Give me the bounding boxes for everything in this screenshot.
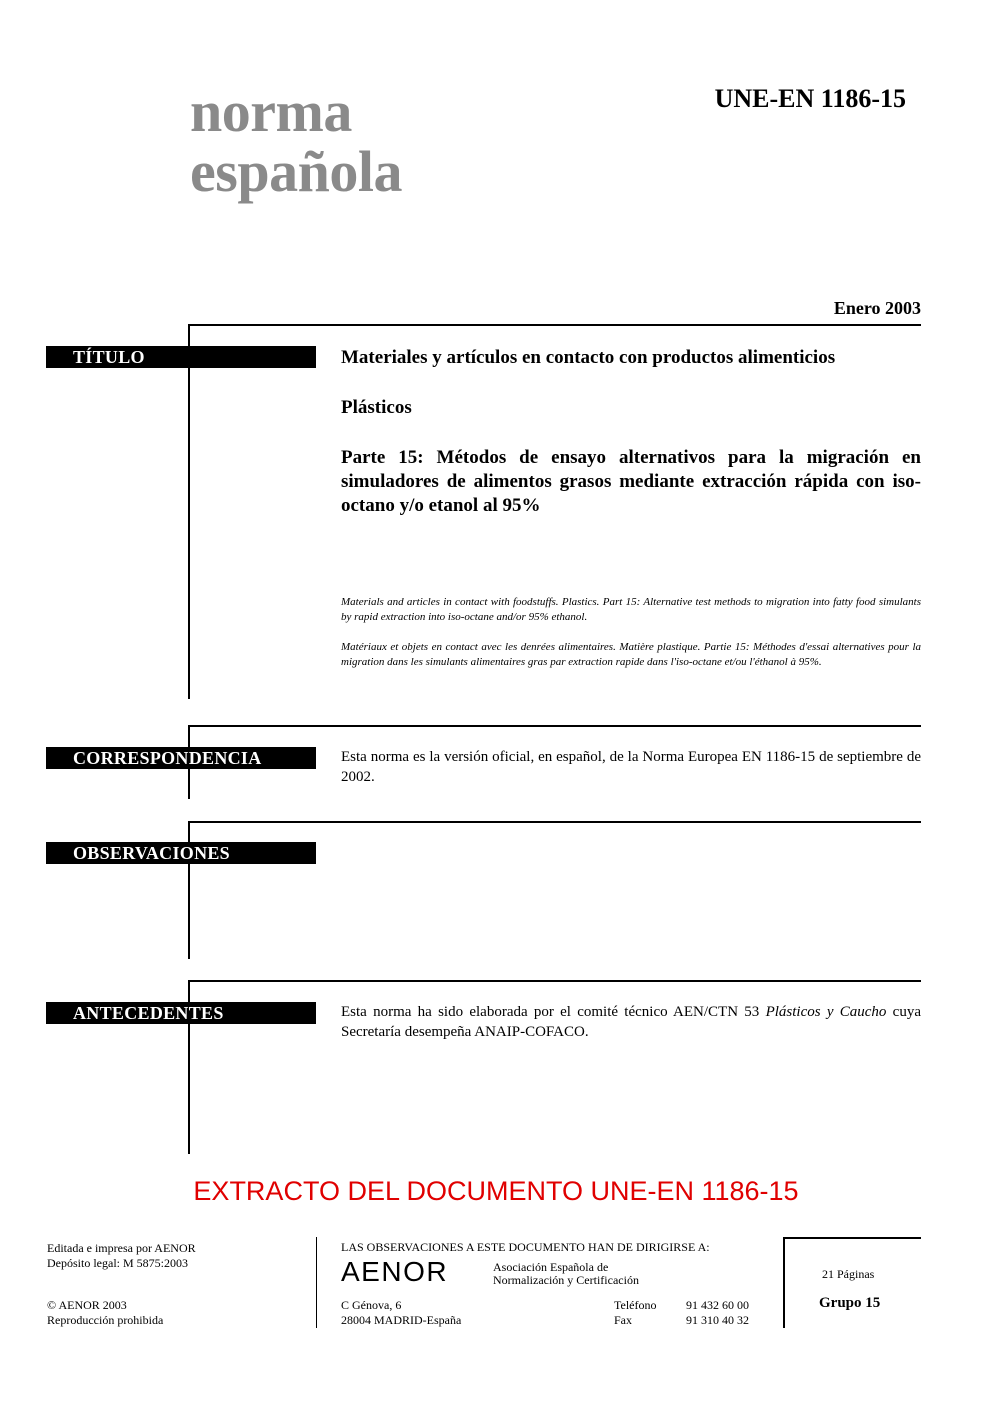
price-group: Grupo 15 (819, 1295, 881, 1311)
copyright: © AENOR 2003 (47, 1298, 127, 1312)
standard-code: UNE-EN 1186-15 (714, 84, 906, 113)
committee-name: Plásticos y Caucho (765, 1004, 887, 1020)
edited-by: Editada e impresa por AENOR (47, 1241, 196, 1255)
reproduction-notice: Reproducción prohibida (47, 1313, 164, 1327)
page-count: 21 Páginas (822, 1267, 875, 1281)
org-name-line1: Asociación Española de (493, 1260, 609, 1274)
title-french: Matériaux et objets en contact avec les denrées alimentaires. Matière plastique. Partie 15: Méthodes d'essai alternatives pour la migration dans les simulants alimentaires gras par extraction rapide dans l'iso-octane et/ou l'éthanol à 95%. (341, 641, 921, 668)
footer-divider-right (783, 1237, 785, 1328)
brand-norma: norma (190, 79, 352, 144)
label-correspondencia: CORRESPONDENCIA (46, 747, 316, 769)
section-rule-titulo (188, 324, 921, 326)
title-spanish-part: Parte 15: Métodos de ensayo alternativos para la migración en simuladores de alimentos grasos mediante extracción rápida con iso-octano y/o etanol al 95% (341, 447, 921, 516)
antecedentes-text (341, 1002, 921, 1042)
fax-value: 91 310 40 32 (686, 1313, 749, 1327)
brand-espanola: española (190, 139, 402, 204)
antecedentes-text-start: Esta norma ha sido elaborada por el comité técnico AEN/CTN 53 (341, 1004, 766, 1020)
section-rule-antecedentes (188, 980, 921, 982)
section-vline-titulo (188, 324, 190, 699)
label-antecedentes: ANTECEDENTES (46, 1002, 316, 1024)
observations-notice: LAS OBSERVACIONES A ESTE DOCUMENTO HAN DE DIRIGIRSE A: (341, 1240, 710, 1254)
legal-deposit: Depósito legal: M 5875:2003 (47, 1256, 188, 1270)
phone-value: 91 432 60 00 (686, 1298, 749, 1312)
label-observaciones: OBSERVACIONES (46, 842, 316, 864)
publication-date: Enero 2003 (833, 298, 921, 318)
phone-label: Teléfono (614, 1298, 657, 1312)
title-spanish-line2: Plásticos (341, 397, 412, 418)
label-titulo: TÍTULO (46, 346, 316, 368)
footer-divider-left (316, 1237, 317, 1328)
title-english: Materials and articles in contact with foodstuffs. Plastics. Part 15: Alternative test methods to migration into fatty food simulants by rapid extraction into iso-octane and/or 95% ethanol. (341, 596, 921, 623)
address-line2: 28004 MADRID-España (341, 1313, 462, 1327)
footer-box-top-rule (783, 1237, 921, 1239)
extract-notice: EXTRACTO DEL DOCUMENTO UNE-EN 1186-15 (193, 1176, 799, 1206)
correspondencia-text: Esta norma es la versión oficial, en español, de la Norma Europea EN 1186-15 de septiembre de 2002. (341, 749, 921, 785)
org-name-line2: Normalización y Certificación (493, 1273, 639, 1287)
address-line1: C Génova, 6 (341, 1298, 402, 1312)
fax-label: Fax (614, 1313, 632, 1327)
aenor-logo: AENOR (341, 1256, 449, 1287)
section-rule-correspondencia (188, 725, 921, 727)
title-spanish-line1: Materiales y artículos en contacto con productos alimenticios (341, 347, 836, 368)
section-rule-observaciones (188, 821, 921, 823)
antecedentes-text-end: cuya Secretaría desempeña ANAIP-COFACO. (341, 1004, 921, 1040)
